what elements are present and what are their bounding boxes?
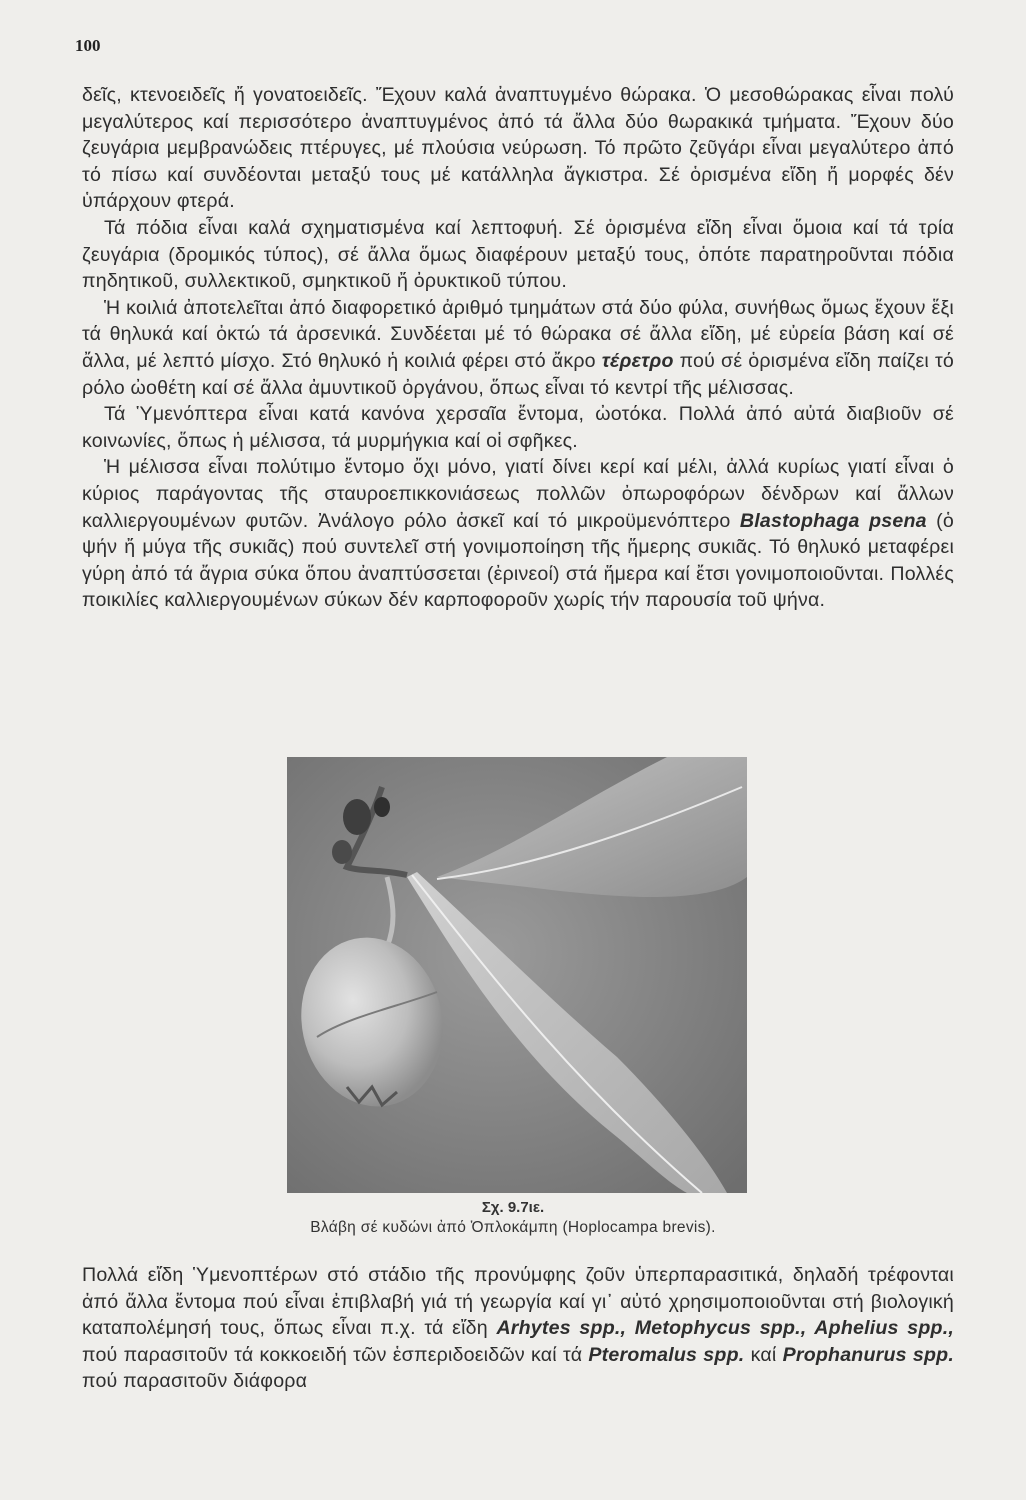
term-prophanurus: Prophanurus spp. [782,1343,954,1366]
paragraph-parasites-text-1: Πολλά εἴδη Ὑμενοπτέρων στό στάδιο τῆς προνύμφης ζοῦν ὑπερπαρασιτικά, δηλαδή τρέφονται ἀπό ἄλλα ἔντομα πού εἶναι ἐπιβλαβή γιά τή γεωργία καί γι᾽ αὐτό χρησιμοποιοῦνται στή βιολογική καταπολέμησή τους, ὅπως εἶναι π.χ. τά εἴδη [82,1264,954,1340]
figure-label: Σχ. 9.7ιε. [481,1199,545,1216]
paragraph-abdomen-text-1: Ἡ κοιλιά ἀποτελεῖται ἀπό διαφορετικό ἀριθμό τμημάτων στά δύο φύλα, συνήθως ὅμως ἔχουν ἕξι τά θηλυκά καί ὀκτώ τά ἀρσενικά. Συνδέεται μέ τό θώρακα σέ ἄλλα εἴδη, μέ εὐρεία βάση καί σέ ἄλλα, μέ λεπτό μίσχο. Στό θηλυκό ἡ κοιλιά φέρει στό ἄκρο [82,296,954,372]
term-blastophaga: Blastophaga psena [739,509,927,532]
term-parasite-genera: Arhytes spp., Metophycus spp., Aphelius spp., [496,1317,954,1340]
page-number: 100 [75,36,101,55]
paragraph-parasites-text-3: καί [744,1343,783,1366]
paragraph-bee-text-1: Ἡ μέλισσα εἶναι πολύτιμο ἔντομο ὄχι μόνο, γιατί δίνει κερί καί μέλι, ἀλλά κυρίως γιατί εἶναι ὁ κύριος παράγοντας τῆς σταυροεπικκονιάσεως πολλῶν ὀπωροφόρων δένδρων καί ἄλλων καλλιεργουμένων φυτῶν. Ἀνάλογο ρόλο ἀσκεῖ καί τό μικροϋμενόπτερο [82,456,954,532]
paragraph-legs: Τά πόδια εἶναι καλά σχηματισμένα καί λεπτοφυή. Σέ ὁρισμένα εἴδη εἶναι ὅμοια καί τά τρία ζευγάρια (δρομικός τύπος), σέ ἄλλα ὅμως διαφέρουν μεταξύ τους, ὁπότε παρατηροῦνται πόδια πηδητικοῦ, συλλεκτικοῦ, σμηκτικοῦ ἤ ὀρυκτικοῦ τύπου. [82,216,954,293]
paragraph-abdomen [82,295,954,401]
term-pteromalus: Pteromalus spp. [588,1343,745,1366]
paragraph-abdomen-text-2: πού σέ ὁρισμένα εἴδη παίζει τό ρόλο ὠοθέτη καί σέ ἄλλα ἀμυντικοῦ ὀργάνου, ὅπως εἶναι τό κεντρί τῆς μέλισσας. [82,349,954,399]
paragraph-parasites [82,1262,954,1395]
upper-text-block [82,82,954,614]
paragraph-bee [82,454,954,614]
paragraph-habitat: Τά Ὑμενόπτερα εἶναι κατά κανόνα χερσαῖα ἔντομα, ὠοτόκα. Πολλά ἀπό αὐτά διαβιοῦν σέ κοινωνίες, ὅπως ἡ μέλισσα, τά μυρμήγκια καί οἱ σφῆκες. [82,403,954,452]
lower-text-block [82,1262,954,1395]
paragraph-thorax: δεῖς, κτενοειδεῖς ἤ γονατοειδεῖς. Ἔχουν καλά ἀναπτυγμένο θώρακα. Ὁ μεσοθώρακας εἶναι πολύ μεγαλύτερος καί περισσότερο ἀναπτυγμένος ἀπό τά ἄλλα δύο θωρακικά τμήματα. Ἔχουν δύο ζευγάρια μεμβρανώδεις πτέρυγες, μέ πλούσια νεύρωση. Τό πρῶτο ζεῦγάρι εἶναι μεγαλύτερο ἀπό τό πίσω καί συνδέονται μεταξύ τους μέ κατάλληλα ἄγκιστρα. Σέ ὁρισμένα εἴδη ἤ μορφές δέν ὑπάρχουν φτερά. [82,84,954,213]
figure-caption: Βλάβη σέ κυδώνι ἀπό Ὁπλοκάμπη (Hoplocampa brevis). [310,1219,716,1236]
quince-damage-photo [287,757,747,1193]
paragraph-parasites-text-2: πού παρασιτοῦν τά κοκκοειδή τῶν ἑσπεριδοειδῶν καί τά [82,1343,589,1366]
paragraph-parasites-text-4: πού παρασιτοῦν διάφορα [82,1370,308,1393]
term-teretro: τέρετρο [601,349,674,372]
paragraph-bee-text-2: (ὁ ψήν ἤ μύγα τῆς συκιᾶς) πού συντελεῖ στή γονιμοποίηση τῆς ἥμερης συκιᾶς. Τό θηλυκό μεταφέρει γύρη ἀπό τά ἄγρια σύκα ὅπου ἀναπτύσσεται (ἐρινεοί) στά ἥμερα καί ἔτσι γονιμοποιοῦνται. Πολλές ποικιλίες καλλιεργουμένων σύκων δέν καρποφοροῦν χωρίς τήν παρουσία τοῦ ψήνα. [82,509,954,612]
